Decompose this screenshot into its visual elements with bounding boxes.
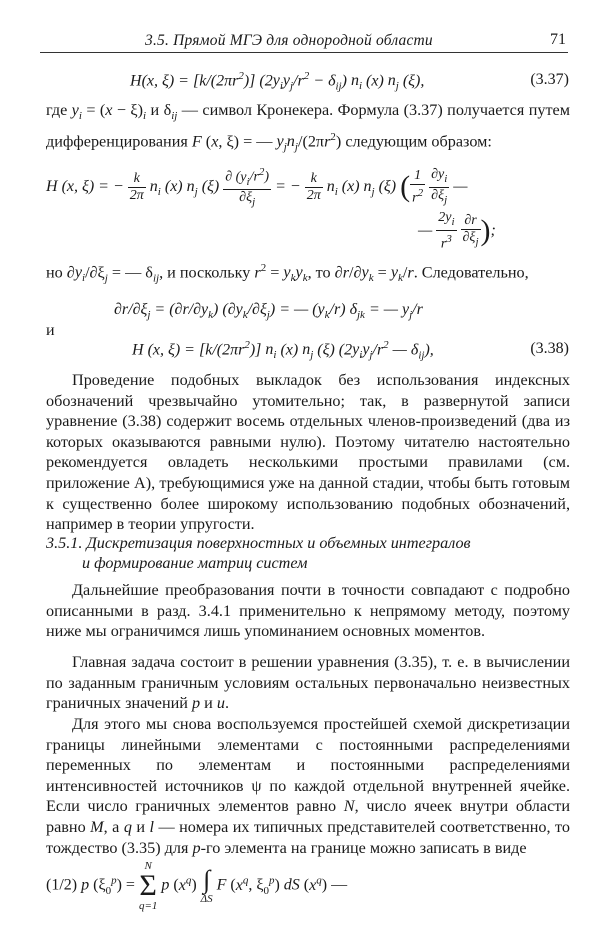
section-heading-line1: 3.5.1. Дискретизация поверхностных и объемных интегралов bbox=[46, 534, 471, 552]
running-header bbox=[40, 28, 568, 53]
page-number: 71 bbox=[550, 31, 566, 48]
paragraph-main-task: Главная задача состоит в решении уравнения (3.35), т. е. в вычислении по заданным граничным условиям остальных первоначально неизвестных граничных значений p и u. bbox=[46, 653, 570, 713]
equation-3-37-body: H(x, $\xi) = [k/(2\pi r^2)] (2y_iy_j/r^2 - \delta_{ij})$ $n_i$ (x) $n_j$ (ξ), bbox=[130, 70, 425, 93]
conjunction-and: и bbox=[46, 322, 55, 339]
fraction-1-r2: $\frac{1}{r^2}$ bbox=[412, 167, 424, 206]
equation-discrete: (1/2) p $(\xi_0^p)$ = N Σ q=1 p $(x^q)$ ∫ ΔS F ($x^q$, $\xi_0^p$) dS $(x^q)$ — bbox=[46, 860, 348, 912]
fraction-dyi-r2-dxi: $\frac{\partial (y_i/r^2)}{\partial\xi_j}$ bbox=[225, 166, 270, 209]
integral-symbol: ∫ ΔS bbox=[200, 865, 213, 905]
paragraph-discretization: Для этого мы снова воспользуемся простейшей схемой дискретизации границы линейными элементами с постоянными распределениями переменных по элементам и постоянными распределениями интенсивностей источников ψ по каждой отдельной внутренней ячейке. Если число граничных элементов равно N, число ячеек внутри области равно M, а q и l — номера их типичных представителей соответственно, то тождество (3.35) для p-го элемента на границе можно записать в виде bbox=[46, 715, 570, 857]
equation-derivation-line1: H (x, ξ) = − $\frac{k}{2\pi}$ $n_i$ (x) $n_j$ (ξ) $\frac{\partial (y_i/r^2)}{\partial\xi_j}$ = − $\frac{k}{2\pi}$ $n_i$ (x) $n_j$ (ξ) ( $\frac{1}{r^2}$ $\frac{\partial y_i}{\partial\xi_j}$ — bbox=[46, 166, 468, 209]
fraction-dr-dxij: $\frac{\partial r}{\partial\xi_j}$ bbox=[462, 212, 479, 248]
fraction-2yi-r3: $\frac{2y_i}{r^3}$ bbox=[438, 210, 455, 252]
equation-3-38-number: (3.38) bbox=[530, 340, 569, 357]
section-heading-line2: и формирование матриц систем bbox=[82, 554, 308, 572]
section-heading-3-5-1 bbox=[46, 533, 570, 573]
equation-3-38-body: H (x, $\xi) = [k/(2\pi r^2)]$ $n_i$ (x) $n_j$ (ξ) ($2y_iy_j/r^2$ — $\delta_{ij}$), bbox=[132, 339, 434, 362]
fraction-k-2pi: $\frac{k}{2\pi}$ bbox=[129, 170, 144, 203]
paragraph-further-transformations: Дальнейшие преобразования почти в точности совпадают с подробно описанными в разд. 3.4.1 применительно к непрямому методу, поэтому ниже мы ограничимся лишь упоминанием основных моментов. bbox=[46, 581, 570, 641]
running-header-title: 3.5. Прямой МГЭ для однородной области bbox=[145, 32, 433, 49]
paragraph-kronecker: где $y_i = (x - \xi)_i$ и $\delta_{ij}$ — символ Кронекера. Формула (3.37) получается путем дифференцирования F (x, ξ) = — $y_jn_j/(2\pi r^2)$ следующим образом: bbox=[46, 101, 570, 154]
fraction-dyi-dxij: $\frac{\partial y_i}{\partial\xi_j}$ bbox=[431, 166, 448, 206]
summation-symbol: N Σ q=1 bbox=[138, 860, 158, 912]
paragraph-since: но $\partial y_i/\partial\xi_j$ = — $\delta_{ij}$, и поскольку $r^2 = y_ky_k$, то $\partial r/\partial y_k = y_k/r$. Следовательно, bbox=[46, 262, 529, 285]
equation-dr-dxi: $\partial r/\partial\xi_j = (\partial r/\partial y_k) (\partial y_k/\partial\xi_j)$ = — $(y_k/r) \delta_{jk}$ = — $y_j/r$ bbox=[114, 301, 423, 322]
equation-3-37-number: (3.37) bbox=[530, 71, 569, 88]
equation-derivation-line2: — $\frac{2y_i}{r^3}$ $\frac{\partial r}{\partial\xi_j}$ ); bbox=[418, 210, 496, 252]
fraction-k-2pi-b: $\frac{k}{2\pi}$ bbox=[306, 170, 321, 203]
paragraph-index-notation: Проведение подобных выкладок без использования индексных обозначений чрезвычайно утомительно; так, в развернутой записи уравнение (3.38) содержит восемь отдельных членов-произведений (два из которых оказываются равными нулю). Поэтому читателю настоятельно рекомендуется овладеть несколькими простыми правилами (см. приложение A), требующимися уже на данной стадии, чтобы быть готовым к существенно более широкому использованию подобных обозначений, например в теории упругости. bbox=[46, 371, 570, 534]
